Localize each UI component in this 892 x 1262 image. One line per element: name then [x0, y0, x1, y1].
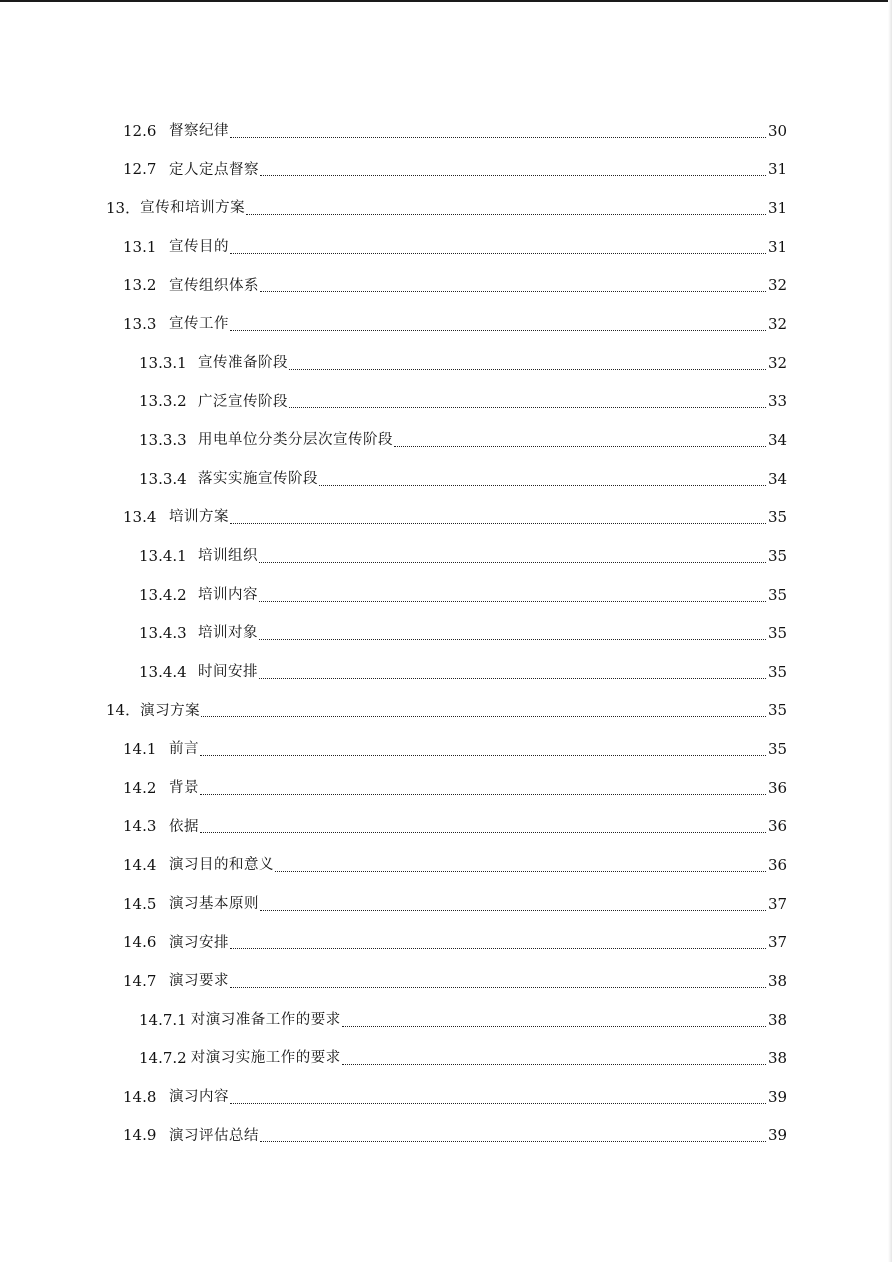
toc-entry-title: 演习要求 [169, 973, 229, 990]
toc-entry-page: 38 [768, 1010, 788, 1029]
toc-entry-page: 34 [768, 469, 788, 488]
toc-entry-number: 14.1 [123, 740, 157, 759]
toc-entry-number: 13.2 [123, 276, 157, 295]
toc-entry-number: 14.7 [123, 971, 157, 990]
toc-entry-title: 演习目的和意义 [169, 857, 274, 874]
toc-entry-title: 培训对象 [198, 625, 258, 642]
toc-entry-title: 培训组织 [198, 548, 258, 565]
toc-entry-title: 广泛宣传阶段 [198, 393, 288, 410]
toc-dot-leader [230, 316, 766, 331]
toc-entry[interactable] [0, 653, 892, 692]
toc-entry-page: 32 [768, 353, 788, 372]
toc-entry-title: 落实实施宣传阶段 [198, 470, 318, 487]
toc-entry-page: 32 [768, 315, 788, 334]
toc-entry[interactable] [0, 576, 892, 615]
toc-dot-leader [230, 509, 766, 524]
toc-entry-page: 31 [768, 237, 788, 256]
toc-entry-number: 14.2 [123, 778, 157, 797]
toc-entry-page: 36 [768, 855, 788, 874]
toc-entry[interactable] [0, 730, 892, 769]
toc-entry-title: 对演习准备工作的要求 [190, 1011, 341, 1028]
toc-entry-title: 督察纪律 [169, 123, 229, 140]
toc-dot-leader [200, 741, 766, 756]
toc-entry-page: 39 [768, 1087, 788, 1106]
toc-entry[interactable] [0, 769, 892, 808]
toc-entry-number: 14.6 [123, 933, 157, 952]
toc-entry-number: 13.3.4 [139, 469, 187, 488]
toc-entry-page: 36 [768, 778, 788, 797]
toc-entry-page: 38 [768, 1049, 788, 1068]
toc-dot-leader [260, 1127, 766, 1142]
toc-entry[interactable] [0, 692, 892, 731]
toc-entry-page: 32 [768, 276, 788, 295]
toc-entry-page: 35 [768, 508, 788, 527]
toc-entry[interactable] [0, 962, 892, 1001]
toc-entry-page: 31 [768, 199, 788, 218]
toc-entry[interactable] [0, 460, 892, 499]
toc-entry-title: 培训方案 [169, 509, 229, 526]
toc-dot-leader [342, 1012, 766, 1027]
toc-entry-title: 依据 [169, 818, 199, 835]
toc-entry-page: 38 [768, 971, 788, 990]
toc-dot-leader [319, 471, 766, 486]
toc-entry[interactable] [0, 228, 892, 267]
toc-entry-title: 宣传准备阶段 [198, 354, 288, 371]
toc-dot-leader [200, 818, 766, 833]
toc-entry-title: 宣传和培训方案 [140, 200, 246, 217]
table-of-contents [0, 112, 892, 1155]
toc-dot-leader [230, 239, 766, 254]
toc-entry[interactable] [0, 1039, 892, 1078]
toc-entry[interactable] [0, 537, 892, 576]
toc-dot-leader [289, 393, 766, 408]
toc-dot-leader [230, 123, 766, 138]
toc-entry-number: 13.3 [123, 315, 157, 334]
toc-dot-leader [289, 355, 766, 370]
toc-entry-page: 34 [768, 430, 788, 449]
toc-entry[interactable] [0, 344, 892, 383]
toc-entry-title: 演习安排 [169, 934, 229, 951]
toc-entry[interactable] [0, 382, 892, 421]
toc-entry-title: 宣传组织体系 [169, 277, 259, 294]
toc-entry-page: 33 [768, 392, 788, 411]
toc-entry-number: 13.4 [123, 508, 157, 527]
toc-entry[interactable] [0, 1001, 892, 1040]
toc-dot-leader [275, 857, 766, 872]
toc-entry-number: 13.1 [123, 237, 157, 256]
toc-entry-page: 35 [768, 624, 788, 643]
toc-dot-leader [230, 973, 766, 988]
toc-dot-leader [259, 587, 766, 602]
toc-entry[interactable] [0, 189, 892, 228]
toc-entry-number: 13.4.3 [139, 624, 187, 643]
top-border [0, 0, 892, 2]
toc-entry-page: 35 [768, 585, 788, 604]
toc-entry-title: 演习方案 [140, 702, 201, 719]
toc-entry-number: 14.8 [123, 1087, 157, 1106]
toc-entry-page: 39 [768, 1126, 788, 1145]
toc-entry-number: 14.7.1 [139, 1010, 187, 1029]
toc-entry-title: 宣传工作 [169, 316, 229, 333]
toc-entry-number: 12.6 [123, 121, 157, 140]
toc-dot-leader [246, 200, 766, 215]
toc-dot-leader [342, 1050, 766, 1065]
toc-entry[interactable] [0, 923, 892, 962]
toc-entry-title: 演习评估总结 [169, 1127, 259, 1144]
toc-entry-number: 14.4 [123, 855, 157, 874]
toc-dot-leader [200, 780, 766, 795]
toc-dot-leader [259, 548, 766, 563]
toc-entry-title: 培训内容 [198, 586, 258, 603]
toc-entry[interactable] [0, 112, 892, 151]
toc-entry[interactable] [0, 1078, 892, 1117]
toc-dot-leader [230, 934, 766, 949]
toc-dot-leader [260, 161, 766, 176]
toc-entry-number: 14.3 [123, 817, 157, 836]
toc-dot-leader [201, 702, 766, 717]
toc-entry-title: 宣传目的 [169, 238, 229, 255]
toc-entry-title: 演习内容 [169, 1089, 229, 1106]
toc-entry-page: 35 [768, 740, 788, 759]
toc-entry-number: 13.3.2 [139, 392, 187, 411]
toc-entry-number: 13.4.1 [139, 546, 187, 565]
toc-entry-page: 35 [768, 701, 788, 720]
toc-entry-page: 35 [768, 546, 788, 565]
toc-entry[interactable] [0, 808, 892, 847]
toc-entry-number: 13.4.2 [139, 585, 187, 604]
toc-entry[interactable] [0, 498, 892, 537]
toc-entry-number: 13.3.3 [139, 430, 187, 449]
toc-entry-title: 定人定点督察 [169, 161, 259, 178]
toc-entry-page: 37 [768, 894, 788, 913]
toc-entry-title: 前言 [169, 741, 199, 758]
toc-entry-number: 13． [106, 199, 141, 218]
toc-entry-page: 36 [768, 817, 788, 836]
toc-entry-page: 37 [768, 933, 788, 952]
toc-entry-page: 35 [768, 662, 788, 681]
toc-entry-title: 演习基本原则 [169, 895, 259, 912]
toc-entry-page: 30 [768, 121, 788, 140]
toc-entry-number: 13.3.1 [139, 353, 187, 372]
toc-dot-leader [259, 664, 766, 679]
toc-entry[interactable] [0, 1117, 892, 1156]
toc-entry[interactable] [0, 846, 892, 885]
toc-dot-leader [394, 432, 766, 447]
toc-entry-title: 用电单位分类分层次宣传阶段 [198, 432, 393, 449]
toc-entry[interactable] [0, 267, 892, 306]
toc-dot-leader [259, 625, 766, 640]
toc-dot-leader [260, 896, 766, 911]
toc-entry-number: 14.9 [123, 1126, 157, 1145]
toc-entry-number: 14． [106, 701, 141, 720]
toc-entry-number: 14.5 [123, 894, 157, 913]
toc-entry-title: 背景 [169, 779, 199, 796]
toc-entry-number: 12.7 [123, 160, 157, 179]
toc-entry[interactable] [0, 305, 892, 344]
toc-entry[interactable] [0, 151, 892, 190]
toc-entry[interactable] [0, 885, 892, 924]
toc-entry[interactable] [0, 614, 892, 653]
toc-entry-title: 时间安排 [198, 664, 258, 681]
toc-entry-number: 13.4.4 [139, 662, 187, 681]
toc-dot-leader [260, 277, 766, 292]
toc-entry-title: 对演习实施工作的要求 [190, 1050, 341, 1067]
toc-entry-page: 31 [768, 160, 788, 179]
toc-entry[interactable] [0, 421, 892, 460]
toc-dot-leader [230, 1089, 766, 1104]
toc-entry-number: 14.7.2 [139, 1049, 187, 1068]
